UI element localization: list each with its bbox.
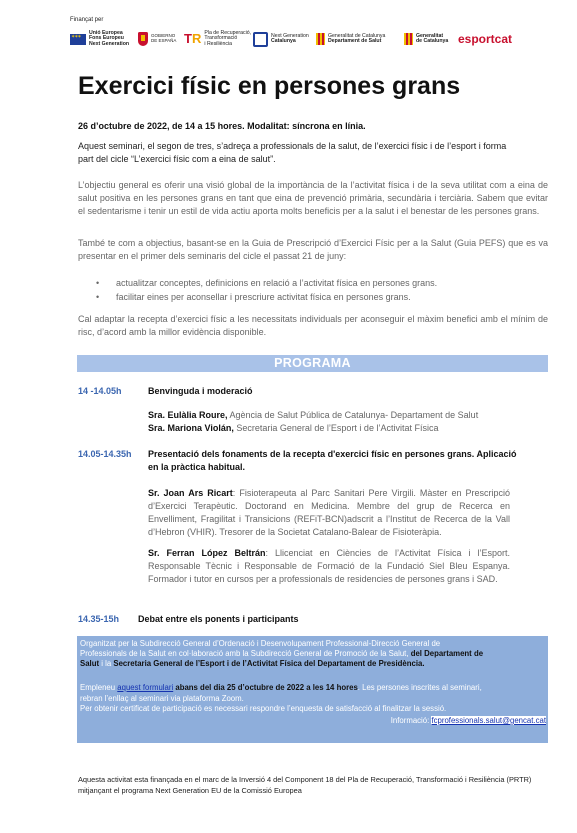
eu-flag-icon (70, 34, 86, 45)
list-item: • facilitar eines per aconsellar i prescriure activitat física en persones grans. (96, 291, 526, 305)
info-box (77, 636, 548, 743)
next-generation-mark-icon (253, 32, 268, 47)
organizer-line: Organitzat per la Subdirecció General d’Ordenació i Desenvolupament Professional-Direcció General de (80, 639, 441, 648)
objectives-intro: També te com a objectius, basant-se en la Guia de Prescripció d’Exercici Físic per a la Salut (Guia PEFS) que es va presentar en el primer dels seminaris del cicle el passat 21 de juny: (78, 238, 548, 261)
funding-footer: Aquesta activitat esta finançada en el marc de la Inversió 4 del Component 18 del Pla de Recuperació, Transformació i Resiliència (PRTR) mitjançant el programa Next Generation EU de la Comissió Europea (78, 775, 532, 795)
gobierno-logo: GOBIERNO DE ESPAÑA (138, 28, 176, 50)
funded-by-label: Finançat per (70, 17, 104, 23)
prtr-logo: TR Pla de Recuperació, Transformació i Resiliència (184, 29, 252, 47)
registration-line: Empleneu aquest formulari abans del dia 25 d’octubre de 2022 a les 14 hores. Les persones inscrites al seminari, (80, 683, 482, 692)
gencat-salut-logo: Generalitat de Catalunya Departament de Salut (316, 28, 385, 50)
speaker-entry: Sr. Ferran López Beltrán: Llicenciat en Ciències de l’Activitat Física i l’Esport. Responsable Tècnic i Responsable de Formació de la Fundació Siel Bleu Espanya. Formador i tutor en cursos per a professionals de residencies de persones grans i SAD. (148, 548, 510, 584)
gencat-mark-icon (316, 33, 325, 45)
gencat-logo: Generalitat de Catalunya (404, 28, 448, 50)
session-time: 14.05-14.35h (78, 449, 132, 459)
speaker-entry: Sra. Mariona Violán, Secretaria General de l’Esport i de l’Activitat Física (148, 423, 439, 433)
session-time: 14.35-15h (78, 614, 120, 624)
speaker-entry: Sr. Joan Ars Ricart: Fisioterapeuta al Parc Sanitari Pere Virgili. Màster en Prescripció d’Exercici Terapèutic. Doctorand en Medicina. Membre del grup de Recerca en Envelliment, Fragilitat i Transicions (REFiT-BCN)adscrit a l’Institut de Recerca de la Vall d’Hebron (VHIR). Tresorer de la Societat Catalano-Balear de Fisioteràpia. (148, 488, 510, 537)
intro-paragraph: Aquest seminari, el segon de tres, s’adreça a professionals de la salut, de l’exercici físic i de l’esport i forma part del cicle “L’exercici físic com a eina de salut”. (78, 141, 507, 164)
session-title: Benvinguda i moderació (148, 386, 253, 396)
speaker-entry: Sra. Eulàlia Roure, Agència de Salut Pública de Catalunya- Departament de Salut (148, 410, 479, 420)
gencat-mark-icon (404, 33, 413, 45)
organizer-line: Professionals de la Salut en col·laboració amb la Subdirecció General de Promoció de la Salut, del Departament de (80, 649, 484, 658)
spain-crest-icon (138, 32, 148, 46)
event-date: 26 d’octubre de 2022, de 14 a 15 hores. Modalitat: síncrona en línia. (78, 121, 366, 131)
registration-form-link[interactable]: aquest formulari (117, 683, 174, 692)
list-item: • actualitzar conceptes, definicions en relació a l’activitat física en persones grans. (96, 277, 526, 291)
adapt-paragraph: Cal adaptar la recepta d’exercici físic a les necessitats individuals per aconseguir el màxim benefici amb el mínim de risc, d’acord amb la millor evidència disponible. (78, 314, 548, 337)
esportcat-logo: esportcat (458, 31, 513, 46)
sponsor-logos (70, 28, 556, 50)
contact-line: Informació: fcprofessionals.salut@gencat.cat (390, 716, 546, 725)
certificate-line: Per obtenir certificat de participació es necessari respondre l’enquesta de satisfacció al finalitzar la sessió. (80, 704, 447, 713)
session-title: Presentació dels fonaments de la recepta d'exercici físic en persones grans. Aplicació en la pràctica habitual. (148, 449, 517, 472)
prtr-mark-icon: TR (184, 31, 202, 47)
eu-logo: ✶✶✶ Unió Europea Fons Europeu Next Generation (70, 28, 129, 50)
organizer-line: Salut i la Secretaria General de l’Esport i de l’Activitat Física del Departament de Presidència. (80, 659, 425, 668)
objective-paragraph: L’objectiu general es oferir una visió global de la importància de la l’activitat física i de la seva utilitat com a eina de salut positiva en les persones grans en tant que eina de prevenció primària, secundària i terciària. Sabem que evitar el sedentarisme i tenir un estil de vida actiu aporta molts beneficis per a la salut i el benestar de les persones grans. (78, 180, 548, 216)
next-generation-logo: Next Generation Catalunya (253, 28, 309, 50)
zoom-line: rebran l’enllaç al seminari via plataforma Zoom. (80, 694, 244, 703)
programa-header: PROGRAMA (77, 355, 548, 372)
session-time: 14 -14.05h (78, 386, 122, 396)
contact-email-link[interactable]: fcprofessionals.salut@gencat.cat (431, 716, 546, 725)
session-title: Debat entre els ponents i participants (138, 614, 299, 624)
page-title: Exercici físic en persones grans (78, 72, 461, 100)
objectives-list (96, 277, 526, 305)
